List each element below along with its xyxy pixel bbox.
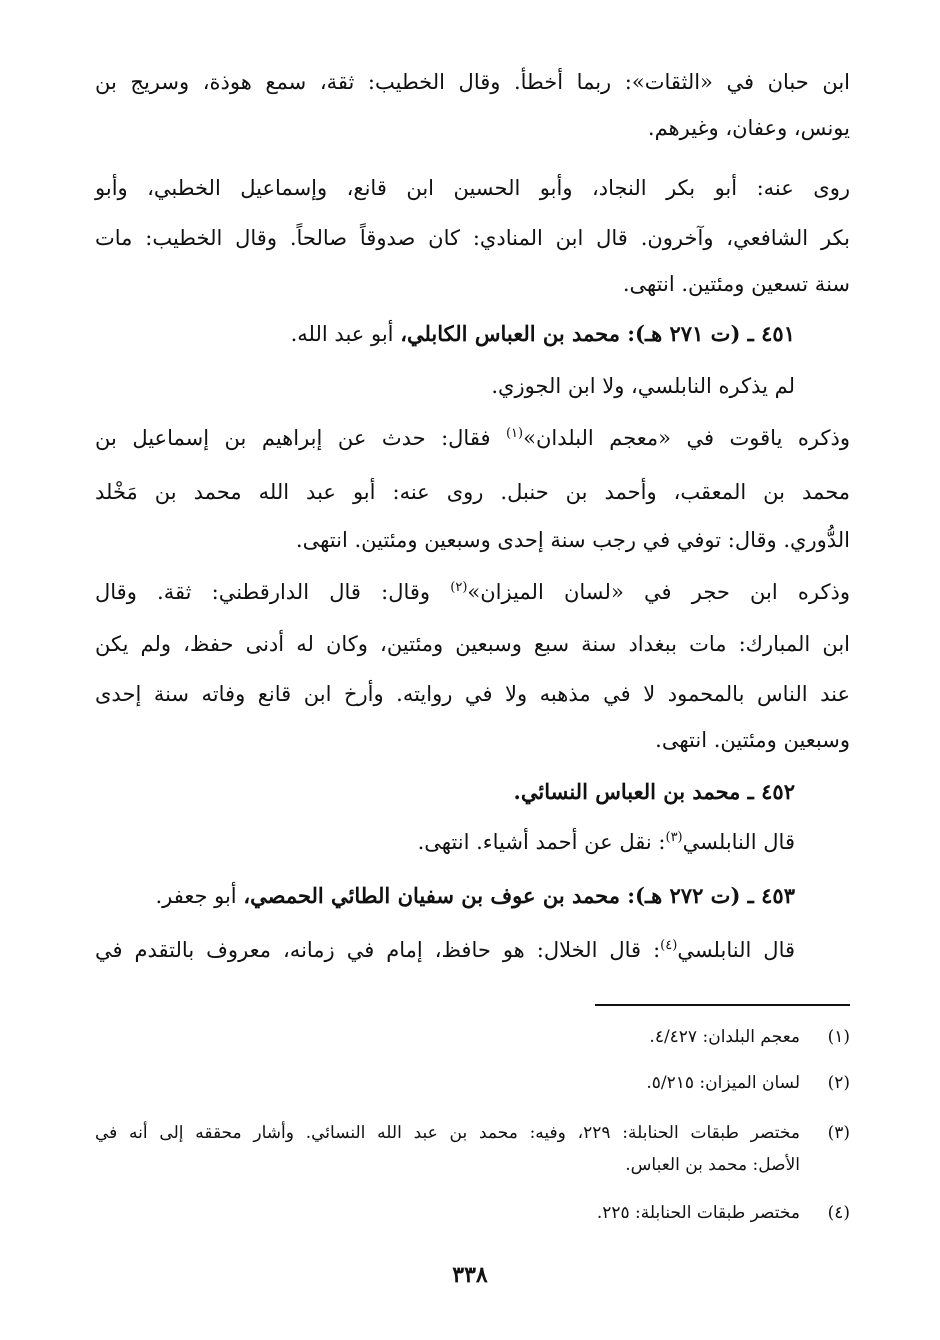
footnote-text: معجم البلدان: ٤/٤٢٧. — [649, 1027, 800, 1047]
body-line: وسبعين ومئتين. انتهى. — [655, 728, 850, 752]
text-segment: : نقل عن أحمد أشياء. انتهى. — [417, 830, 666, 854]
body-line — [95, 930, 795, 970]
body-line: سنة تسعين ومئتين. انتهى. — [622, 272, 850, 296]
body-line: ابن حبان في «الثقات»: ربما أخطأ. وقال الخطيب: ثقة، سمع هوذة، وسريج بن — [95, 70, 850, 94]
entry-kunya: أبو جعفر. — [155, 884, 244, 908]
body-line: لم يذكره النابلسي، ولا ابن الجوزي. — [491, 374, 795, 398]
body-line: عند الناس بالمحمود لا في مذهبه ولا في روايته. وأرخ ابن قانع وفاته سنة إحدى — [95, 682, 850, 706]
text-segment: قال النابلسي — [677, 938, 796, 962]
footnote-ref: (٣) — [665, 830, 683, 845]
entry-heading: ٤٥١ ـ (ت ٢٧١ هـ): محمد بن العباس الكابلي، — [400, 321, 795, 346]
text-segment: وذكره ياقوت في «معجم البلدان» — [523, 426, 850, 450]
body-line: روى عنه: أبو بكر النجاد، وأبو الحسين ابن قانع، وإسماعيل الخطبي، وأبو — [95, 176, 850, 200]
footnote-divider — [595, 1004, 850, 1006]
text-segment: وذكره ابن حجر في «لسان الميزان» — [467, 580, 850, 604]
footnote-text: مختصر طبقات الحنابلة: ٢٢٥. — [596, 1203, 800, 1223]
footnote-4 — [95, 1198, 850, 1228]
text-segment: فقال: حدث عن إبراهيم بن إسماعيل بن — [95, 426, 506, 450]
footnote-1 — [95, 1022, 850, 1052]
footnote-3-continued — [95, 1150, 850, 1180]
footnote-text: مختصر طبقات الحنابلة: ٢٢٩، وفيه: محمد بن عبد الله النسائي. وأشار محققه إلى أنه في — [95, 1123, 801, 1143]
body-line: يونس، وعفان، وغيرهم. — [647, 116, 850, 140]
entry-452: ٤٥٢ ـ محمد بن العباس النسائي. — [513, 779, 795, 804]
footnote-3 — [95, 1118, 850, 1148]
footnote-number: (٣) — [827, 1123, 850, 1143]
footnote-text: الأصل: محمد بن العباس. — [625, 1155, 800, 1175]
footnote-ref: (٢) — [450, 580, 468, 595]
body-line: ابن المبارك: مات ببغداد سنة سبع وسبعين ومئتين، وكان له أدنى حفظ، ولم يكن — [95, 632, 850, 656]
page-number: ٣٣٨ — [452, 1262, 488, 1288]
body-line — [95, 572, 850, 612]
footnote-ref: (٤) — [660, 938, 678, 953]
entry-453 — [95, 876, 795, 916]
body-line: الدُّوري. وقال: توفي في رجب سنة إحدى وسبعين ومئتين. انتهى. — [295, 528, 850, 552]
entry-451 — [95, 314, 795, 354]
body-line: محمد بن المعقب، وأحمد بن حنبل. روى عنه: أبو عبد الله محمد بن مَخْلد — [95, 480, 850, 504]
body-line — [95, 418, 850, 458]
footnote-text: لسان الميزان: ٥/٢١٥. — [646, 1073, 800, 1093]
footnote-number: (٤) — [827, 1203, 850, 1223]
footnote-2 — [95, 1068, 850, 1098]
text-segment: : قال الخلال: هو حافظ، إمام في زمانه، معروف بالتقدم في — [95, 938, 661, 962]
body-line: بكر الشافعي، وآخرون. قال ابن المنادي: كان صدوقاً صالحاً. وقال الخطيب: مات — [95, 226, 850, 250]
text-segment: وقال: قال الدارقطني: ثقة. وقال — [95, 580, 451, 604]
footnote-number: (٢) — [827, 1073, 850, 1093]
entry-heading: ٤٥٣ ـ (ت ٢٧٢ هـ): محمد بن عوف بن سفيان الطائي الحمصي، — [243, 883, 795, 908]
body-line — [95, 822, 795, 862]
text-segment: قال النابلسي — [682, 830, 795, 854]
footnote-number: (١) — [827, 1027, 850, 1047]
entry-kunya: أبو عبد الله. — [290, 322, 401, 346]
footnote-ref: (١) — [505, 426, 524, 441]
